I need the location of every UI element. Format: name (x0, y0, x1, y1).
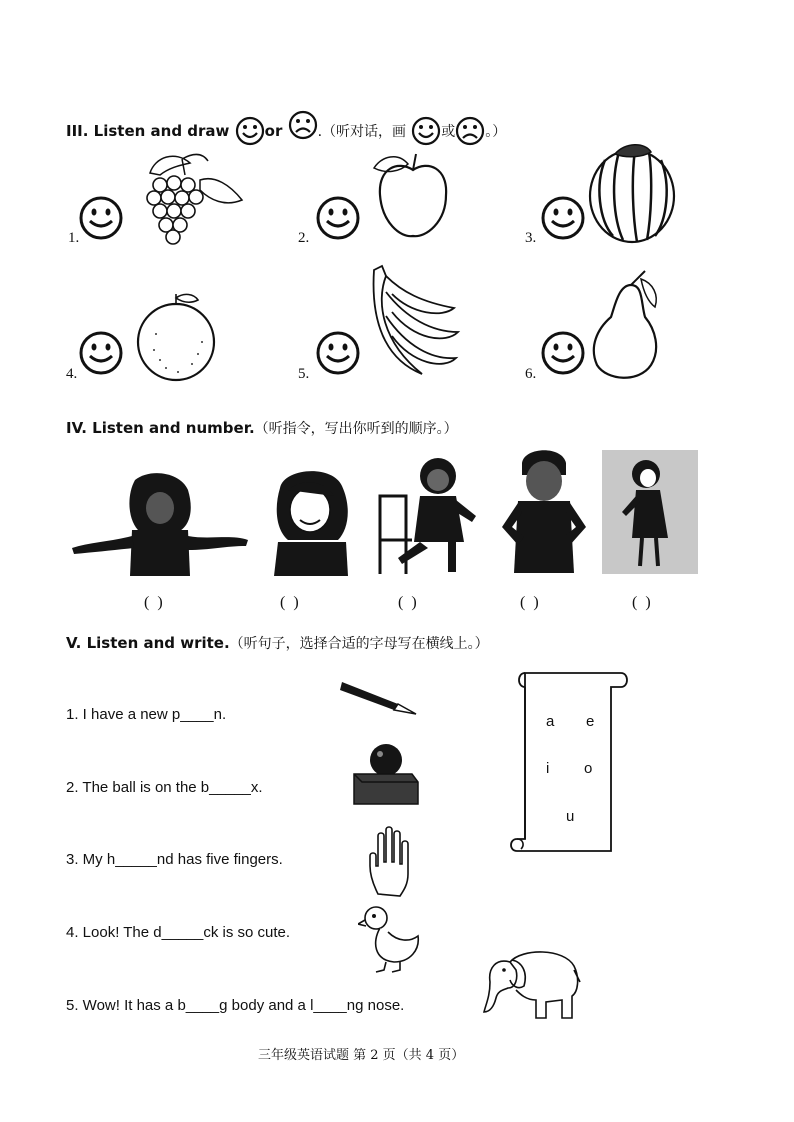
section5-note: （听句子，选择合适的字母写在横线上。） (229, 636, 489, 652)
answer-paren[interactable]: ( ) (398, 594, 419, 611)
section3-or: or (264, 122, 283, 140)
section4-note: （听指令，写出你听到的顺序。） (254, 421, 458, 437)
girl-smiling-icon (268, 468, 353, 576)
answer-paren[interactable]: ( ) (632, 594, 653, 611)
elephant-icon (482, 942, 582, 1022)
letter-option: o (584, 760, 593, 777)
sentence-3 (66, 851, 283, 868)
sentence-text: 1. I have a new p (66, 706, 181, 723)
sad-face-icon (455, 116, 485, 146)
section4-title: IV. Listen and number. (66, 419, 255, 437)
letter-scroll-icon (503, 665, 633, 861)
apple-icon (368, 150, 458, 242)
section3-note: .（听对话，画 (317, 124, 407, 140)
sentence-text: n. (213, 706, 227, 723)
letter-option: u (566, 808, 575, 825)
sentence-text: g body and a l (219, 997, 314, 1014)
item-number: 1. (68, 230, 80, 246)
letter-option: i (546, 760, 550, 777)
answer-blank[interactable]: ____ (313, 997, 347, 1014)
answer-paren[interactable]: ( ) (280, 594, 301, 611)
smiley-icon (411, 116, 441, 146)
sentence-text: 3. My h (66, 851, 116, 868)
banana-icon (362, 262, 462, 380)
item-number: 3. (525, 230, 537, 246)
boy-hands-hips-icon (500, 445, 588, 575)
item-number: 5. (298, 366, 310, 382)
sad-face-icon (288, 110, 318, 140)
smiley-icon[interactable] (78, 330, 124, 376)
answer-blank[interactable]: _____ (209, 779, 251, 796)
girl-arms-out-icon (70, 470, 250, 578)
ball-on-box-icon (348, 742, 420, 808)
item-number: 2. (298, 230, 310, 246)
item-number: 6. (525, 366, 537, 382)
item-number: 4. (66, 366, 78, 382)
section5-title: V. Listen and write. (66, 634, 230, 652)
section4-heading (66, 418, 458, 438)
orange-icon (134, 290, 219, 382)
answer-blank[interactable]: _____ (161, 924, 204, 941)
section3-title: III. Listen and draw (66, 122, 230, 140)
smiley-icon[interactable] (540, 195, 586, 241)
sentence-text: nd has five fingers. (156, 851, 283, 868)
section3-heading (66, 110, 506, 146)
smiley-icon[interactable] (315, 330, 361, 376)
letter-option: a (546, 713, 555, 730)
hand-icon (368, 826, 416, 898)
sentence-4 (66, 924, 290, 941)
pen-icon (338, 672, 420, 718)
pear-icon (585, 265, 665, 383)
duck-icon (358, 902, 422, 974)
letter-option: e (586, 713, 595, 730)
sentence-text: x. (250, 779, 263, 796)
sentence-5 (66, 997, 404, 1014)
answer-blank[interactable]: _____ (115, 851, 157, 868)
smiley-icon[interactable] (540, 330, 586, 376)
section5-heading (66, 633, 489, 653)
section3-note-or: 或 (441, 124, 456, 140)
sentence-1 (66, 706, 226, 723)
page-footer: 三年级英语试题 第 2 页（共 4 页） (258, 1048, 465, 1063)
watermelon-icon (585, 140, 680, 246)
sentence-text: 5. Wow! It has a b (66, 997, 186, 1014)
answer-paren[interactable]: ( ) (144, 594, 165, 611)
sentence-2 (66, 779, 263, 796)
smiley-icon (235, 116, 265, 146)
girl-standing-icon (602, 450, 698, 574)
answer-paren[interactable]: ( ) (520, 594, 541, 611)
sentence-text: ng nose. (346, 997, 405, 1014)
sentence-text: 4. Look! The d (66, 924, 162, 941)
sentence-text: 2. The ball is on the b (66, 779, 210, 796)
smiley-icon[interactable] (78, 195, 124, 241)
answer-blank[interactable]: ____ (180, 706, 214, 723)
answer-blank[interactable]: ____ (185, 997, 220, 1014)
grapes-icon (130, 145, 245, 245)
sentence-text: ck is so cute. (203, 924, 291, 941)
section3-note-end: 。） (485, 124, 507, 140)
girl-chair-icon (372, 456, 482, 576)
smiley-icon[interactable] (315, 195, 361, 241)
